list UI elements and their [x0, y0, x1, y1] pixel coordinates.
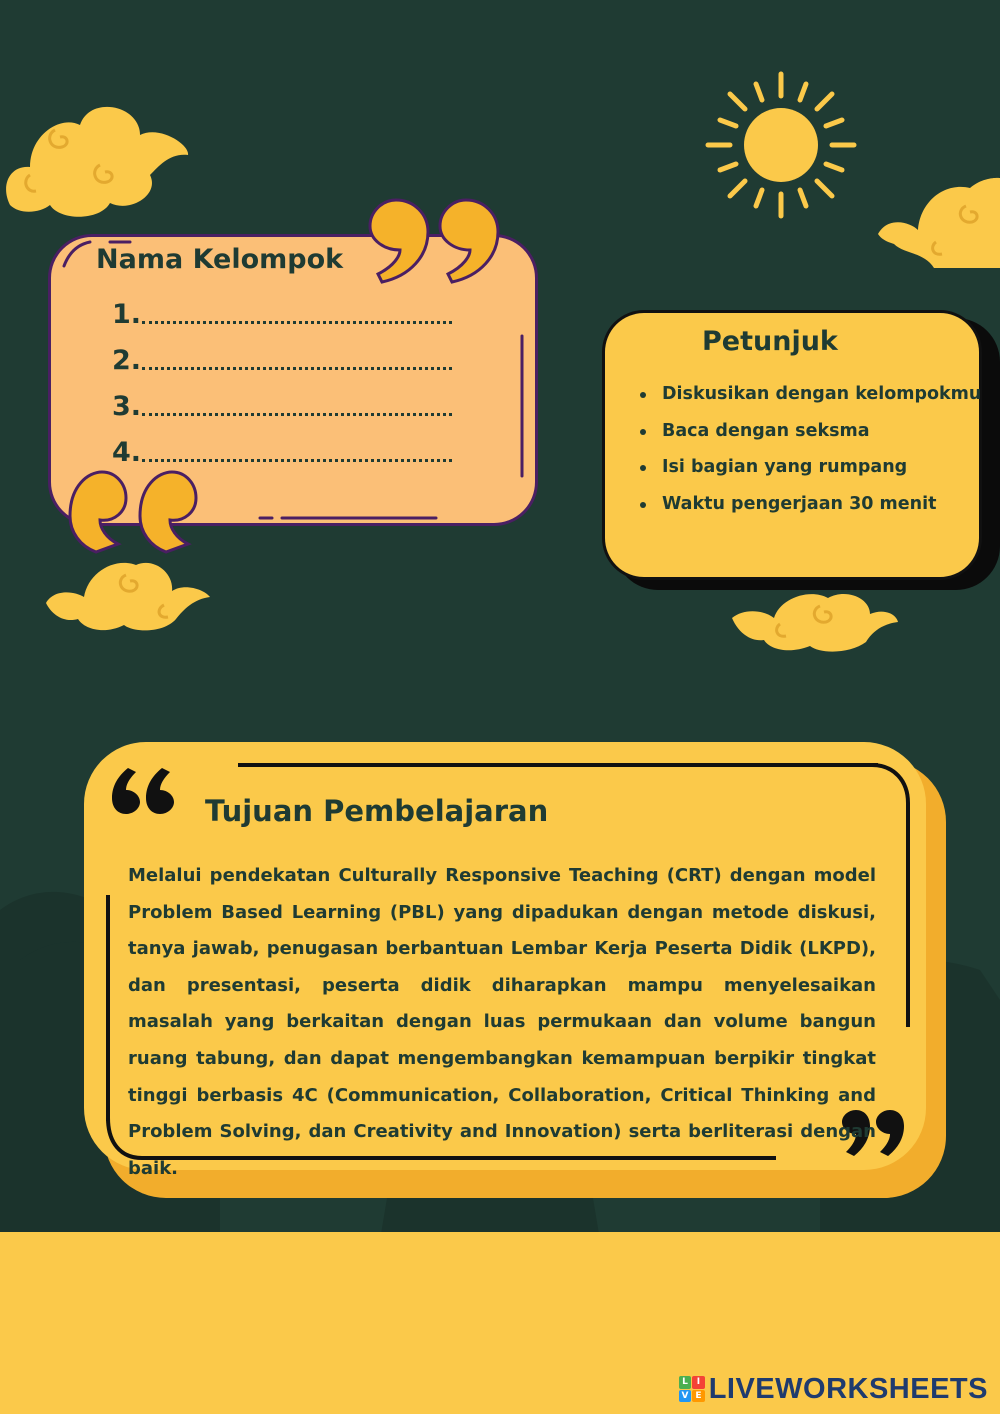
instructions-list — [638, 378, 982, 524]
instruction-item — [638, 488, 978, 525]
cloud-icon — [874, 172, 1000, 268]
member-number: 1. — [112, 299, 142, 330]
instruction-text: Waktu pengerjaan 30 menit — [662, 493, 937, 514]
watermark-text: LIVEWORKSHEETS — [708, 1372, 988, 1405]
cloud-icon — [730, 588, 900, 654]
instructions-title: Petunjuk — [702, 326, 838, 357]
logo-letter: I — [692, 1376, 705, 1389]
member-number: 2. — [112, 345, 142, 376]
member-number: 3. — [112, 391, 142, 422]
logo-letter: V — [679, 1390, 692, 1403]
instruction-item — [638, 415, 978, 452]
quote-open-icon — [66, 468, 206, 558]
instruction-text: Diskusikan dengan kelompokmu — [662, 384, 982, 404]
frame-line — [238, 763, 878, 767]
quote-open-icon — [112, 768, 174, 814]
objectives-title: Tujuan Pembelajaran — [205, 794, 549, 828]
member-line[interactable] — [112, 290, 452, 330]
member-line[interactable] — [112, 428, 452, 468]
frame-line — [106, 895, 110, 1121]
logo-letter: E — [692, 1390, 705, 1403]
instruction-text: Baca dengan seksma — [662, 420, 870, 441]
member-line[interactable] — [112, 336, 452, 376]
bullet-icon — [640, 502, 646, 508]
frame-line — [870, 763, 914, 1029]
member-line[interactable] — [112, 382, 452, 422]
instruction-text: Isi bagian yang rumpang — [662, 457, 908, 478]
instruction-item — [638, 378, 982, 415]
member-blank — [142, 363, 452, 370]
bullet-icon — [640, 392, 646, 398]
bullet-icon — [640, 429, 646, 435]
member-blank — [142, 409, 452, 416]
bullet-icon — [640, 465, 646, 471]
cloud-icon — [0, 95, 196, 223]
liveworksheets-logo-icon — [679, 1376, 705, 1402]
member-blank — [142, 455, 452, 462]
instruction-item — [638, 451, 978, 488]
group-name-title: Nama Kelompok — [96, 244, 344, 275]
cloud-icon — [44, 553, 212, 635]
liveworksheets-watermark — [679, 1372, 988, 1406]
sun-icon — [704, 70, 858, 220]
member-number: 4. — [112, 437, 142, 468]
member-blank — [142, 317, 452, 324]
logo-letter: L — [679, 1376, 692, 1389]
quote-close-icon — [366, 196, 506, 288]
objectives-text: Melalui pendekatan Culturally Responsive Teaching (CRT) dengan model Problem Based Learning (PBL) yang dipadukan dengan metode diskusi, tanya jawab, penugasan berbantuan Lembar Kerja Peserta Didik (LKPD), dan presentasi, peserta didik diharapkan mampu menyelesaikan masalah yang berkaitan dengan luas permukaan dan volume bangun ruang tabung, dan dapat mengembangkan kemampuan berpikir tingkat tinggi berbasis 4C (Communication, Collaboration, Critical Thinking and Problem Solving, dan Creativity and Innovation) serta berliterasi dengan baik. — [128, 865, 876, 1179]
